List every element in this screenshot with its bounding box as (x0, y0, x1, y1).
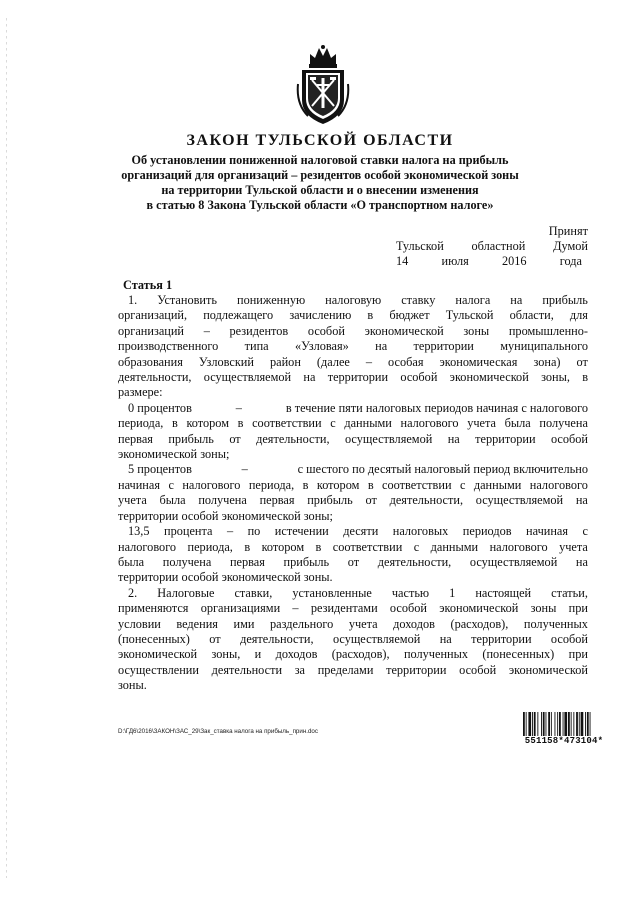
word: процента (164, 524, 213, 539)
barcode-bar (543, 712, 545, 738)
word: налогового (400, 416, 459, 431)
article-line (118, 540, 588, 555)
word: начиная (118, 477, 161, 492)
barcode-bar (581, 712, 584, 738)
barcode-bar (528, 712, 531, 738)
adoption-date (396, 254, 588, 269)
word: осуществляемой (332, 631, 421, 646)
word: 0 процентов (128, 400, 192, 415)
word: применяются (118, 601, 189, 616)
barcode-bar (573, 712, 574, 738)
word: осуществляемой (344, 431, 433, 446)
word: пониженную (236, 293, 306, 307)
word: данными (473, 477, 522, 492)
article-line (118, 447, 588, 462)
article-heading: Статья 1 (123, 278, 173, 292)
article-line (118, 493, 588, 508)
word: резидентов (229, 323, 289, 338)
word: в течение пяти налоговых периодов начиная с налогового (285, 400, 588, 415)
word: особой (400, 370, 438, 385)
file-path-footer: D:\ГД6\2016\ЗАКОН\ЗАС_29\Зак_ставка налога на прибыль_прин.doc (118, 728, 318, 735)
article-line (118, 385, 588, 400)
word: с шестого по десятый налоговый период включительно (297, 462, 588, 477)
word: налогового (118, 539, 177, 554)
adopted-by-word: областной (471, 239, 526, 253)
word: – (241, 462, 248, 477)
word: 1. (128, 293, 138, 307)
article-line (118, 432, 588, 447)
barcode-bar (534, 712, 536, 738)
subtitle-line: организаций для организаций – резидентов особой экономической зоны (121, 168, 519, 182)
word: особая (388, 354, 424, 369)
word: – (365, 354, 373, 369)
word: зоны (463, 323, 490, 338)
barcode-bar (587, 712, 589, 738)
word: на (375, 339, 388, 354)
word: для (569, 308, 588, 323)
article-line (118, 647, 588, 662)
word: Узловский (198, 354, 254, 369)
word: ими (233, 616, 255, 631)
word: на (575, 493, 588, 508)
date-part: 14 (396, 254, 409, 268)
word: (далее (316, 354, 350, 369)
law-title: ЗАКОН ТУЛЬСКОЙ ОБЛАСТИ (186, 132, 454, 149)
word: особой (459, 662, 497, 677)
word: деятельности, (256, 431, 330, 446)
date-part: 2016 (501, 254, 527, 268)
barcode-bar (548, 712, 550, 738)
word: прибыль (168, 431, 214, 446)
word: ведения (176, 616, 218, 631)
barcode-number: 551158*473104* (524, 736, 604, 746)
word: истечении (274, 524, 329, 539)
article-line (118, 401, 588, 416)
word: на (510, 293, 523, 307)
barcode-bar (541, 712, 542, 738)
word: при (568, 647, 588, 662)
word: начиная (526, 524, 569, 539)
word: учета (118, 493, 147, 508)
word: экономической (449, 370, 529, 385)
word: экономической зоны; (118, 447, 230, 462)
word: (расходов), (331, 647, 390, 662)
word: периода, (118, 416, 164, 431)
word: условии (118, 616, 161, 631)
word: от (365, 493, 377, 508)
word: на (447, 431, 460, 446)
law-subtitle (90, 153, 550, 213)
article-line (118, 416, 588, 431)
word: бюджет (389, 308, 430, 323)
word: была (159, 493, 186, 508)
word: территории особой экономической зоны; (118, 508, 333, 523)
word: получена (198, 493, 247, 508)
word: получена (539, 416, 588, 431)
word: частью (391, 585, 430, 600)
word: периода, (248, 477, 295, 492)
word: была (504, 416, 531, 431)
article-line (118, 586, 588, 601)
word: периода, (187, 539, 233, 554)
word: в (237, 416, 244, 431)
word: налоговую (325, 293, 382, 307)
word: с (168, 477, 174, 492)
article-line (118, 478, 588, 493)
word: учета (467, 416, 496, 431)
word: организациями (200, 601, 281, 616)
word: котором (186, 416, 229, 431)
article-line (118, 524, 588, 539)
subtitle-line: на территории Тульской области и о внесении изменения (161, 183, 479, 197)
article-line (118, 324, 588, 339)
word: деятельности, (118, 370, 192, 385)
word: Установить (157, 293, 217, 307)
word: соответствии (252, 416, 322, 431)
barcode-bar (537, 712, 538, 738)
article-line (118, 632, 588, 647)
word: налогового (182, 477, 241, 492)
word: (понесенных) (482, 647, 555, 662)
article-line (118, 555, 588, 570)
word: деятельности, (389, 493, 464, 508)
word: экономической (508, 662, 588, 677)
article-line (118, 509, 588, 524)
barcode-bar (571, 712, 572, 738)
word: в (367, 477, 374, 492)
word: 13,5 (128, 524, 150, 539)
barcode-bar (523, 712, 525, 738)
article-line (118, 462, 588, 477)
word: полученных (403, 647, 469, 662)
adoption-block (396, 224, 588, 269)
word: 2. (128, 585, 138, 600)
adopted-by-word: Тульской (396, 239, 444, 253)
word: – (235, 400, 242, 415)
word: организаций (118, 323, 185, 338)
article-line (118, 678, 588, 693)
subtitle-line: в статью 8 Закона Тульской области «О транспортном налоге» (146, 198, 494, 212)
word: прибыль (283, 554, 330, 569)
word: котором (261, 539, 305, 554)
word: деятельности, (240, 631, 314, 646)
word: территории (386, 662, 447, 677)
word: 5 процентов (128, 462, 192, 477)
word: в (582, 370, 588, 385)
word: котором (316, 477, 360, 492)
word: организаций, (118, 308, 188, 323)
word: десяти (343, 524, 379, 539)
barcode-bar (551, 712, 552, 738)
tula-coat-of-arms-emblem (296, 44, 350, 126)
word: была (118, 554, 145, 569)
barcode-bar (585, 712, 586, 738)
word: территории (413, 339, 474, 354)
word: деятельности (211, 662, 283, 677)
word: ставку (401, 293, 436, 307)
barcode-bar (568, 712, 570, 738)
barcode-bar (576, 712, 578, 738)
word: типа (244, 339, 269, 354)
word: осуществлении (118, 662, 199, 677)
word: территории (327, 370, 389, 385)
word: соответствии (382, 477, 452, 492)
word: производственного (118, 339, 219, 354)
word: «Узловая» (294, 339, 349, 354)
word: области, (509, 308, 554, 323)
barcode-bar (526, 712, 527, 738)
barcode-bar (579, 712, 580, 738)
adopted-label: Принят (548, 224, 588, 238)
word: учета (559, 539, 588, 554)
word: промышленно- (508, 323, 588, 338)
word: от (347, 554, 360, 569)
word: зона) (533, 354, 561, 369)
article-line (118, 570, 588, 585)
word: муниципального (500, 339, 588, 354)
word: прибыль (542, 293, 588, 307)
word: налога (455, 293, 491, 307)
word: территории (475, 431, 536, 446)
word: Налоговые (157, 585, 215, 600)
subtitle-line: Об установлении пониженной налоговой ставки налога на прибыль (131, 153, 509, 167)
word: первая (118, 431, 153, 446)
word: – (226, 524, 234, 539)
word: с (413, 539, 420, 554)
word: от (576, 354, 588, 369)
article-line (118, 308, 588, 323)
word: раздельного (269, 616, 334, 631)
word: зоны. (118, 678, 147, 693)
word: за (294, 662, 306, 677)
word: от (209, 631, 221, 646)
word: зоны, (211, 647, 241, 662)
article-line (118, 617, 588, 632)
date-part: года (559, 254, 582, 268)
word: в (302, 477, 309, 492)
barcode-bar (555, 712, 556, 738)
word: по (247, 524, 261, 539)
adopted-by-word: Думой (553, 239, 588, 253)
article-line (118, 355, 588, 370)
word: особой (550, 631, 588, 646)
word: на (303, 370, 316, 385)
word: – (203, 323, 210, 338)
barcode-bar (563, 712, 564, 738)
word: зоны, (541, 370, 570, 385)
word: от (229, 431, 241, 446)
word: ставки, (234, 585, 273, 600)
barcode-bar (546, 712, 547, 738)
word: на (439, 631, 452, 646)
word: в (367, 308, 374, 323)
word: в (244, 539, 251, 554)
word: с (459, 477, 466, 492)
word: первая (259, 493, 295, 508)
word: осуществляемой (475, 493, 564, 508)
barcode-bar (590, 712, 591, 738)
word: с (582, 524, 588, 539)
word: прибыль (307, 493, 353, 508)
article-line (118, 370, 588, 385)
barcode-bar (559, 712, 561, 738)
article-body (118, 293, 588, 694)
word: данными (344, 416, 392, 431)
word: район (269, 354, 301, 369)
word: статьи, (551, 585, 588, 600)
word: полученных (523, 616, 588, 631)
word: резидентами (310, 601, 378, 616)
word: особой (389, 601, 427, 616)
word: территории (471, 631, 532, 646)
word: осуществляемой (203, 370, 292, 385)
word: подлежащего (203, 308, 274, 323)
word: экономической (118, 647, 198, 662)
word: учета (348, 616, 378, 631)
word: настоящей (475, 585, 532, 600)
adopted-by (396, 239, 588, 254)
article-line (118, 293, 588, 308)
word: установленные (292, 585, 372, 600)
word: в (315, 539, 322, 554)
word: особой (550, 431, 588, 446)
word: экономической (364, 323, 444, 338)
word: получена (162, 554, 212, 569)
barcode-bar (532, 712, 533, 738)
word: (понесенных) (118, 631, 190, 646)
barcode-bar (557, 712, 558, 738)
word: соответствии (332, 539, 403, 554)
word: налоговых (392, 524, 449, 539)
word: территории особой экономической зоны. (118, 570, 333, 585)
word: периодов (462, 524, 512, 539)
word: налогового (489, 539, 548, 554)
word: Тульской (445, 308, 494, 323)
word: в (172, 416, 178, 431)
word: осуществляемой (469, 554, 558, 569)
word: зоны (530, 601, 557, 616)
word: (расходов), (450, 616, 509, 631)
word: при (568, 601, 588, 616)
word: деятельности, (377, 554, 452, 569)
word: первая (229, 554, 265, 569)
word: и (254, 647, 262, 662)
word: доходов (393, 616, 435, 631)
word: на (575, 554, 588, 569)
word: данными (430, 539, 479, 554)
word: доходов (275, 647, 318, 662)
word: экономической (439, 601, 519, 616)
word: 1 (449, 585, 456, 600)
word: экономическая (439, 354, 518, 369)
word: налогового (529, 477, 588, 492)
date-part: июля (441, 254, 469, 268)
word: – (292, 601, 299, 616)
article-line (118, 663, 588, 678)
word: с (330, 416, 336, 431)
word: размере: (118, 385, 163, 400)
article-line (118, 339, 588, 354)
article-line (118, 601, 588, 616)
barcode-bar (564, 712, 567, 738)
word: образования (118, 354, 183, 369)
word: особой (307, 323, 345, 338)
word: зачислению (289, 308, 352, 323)
word: пределами (317, 662, 374, 677)
